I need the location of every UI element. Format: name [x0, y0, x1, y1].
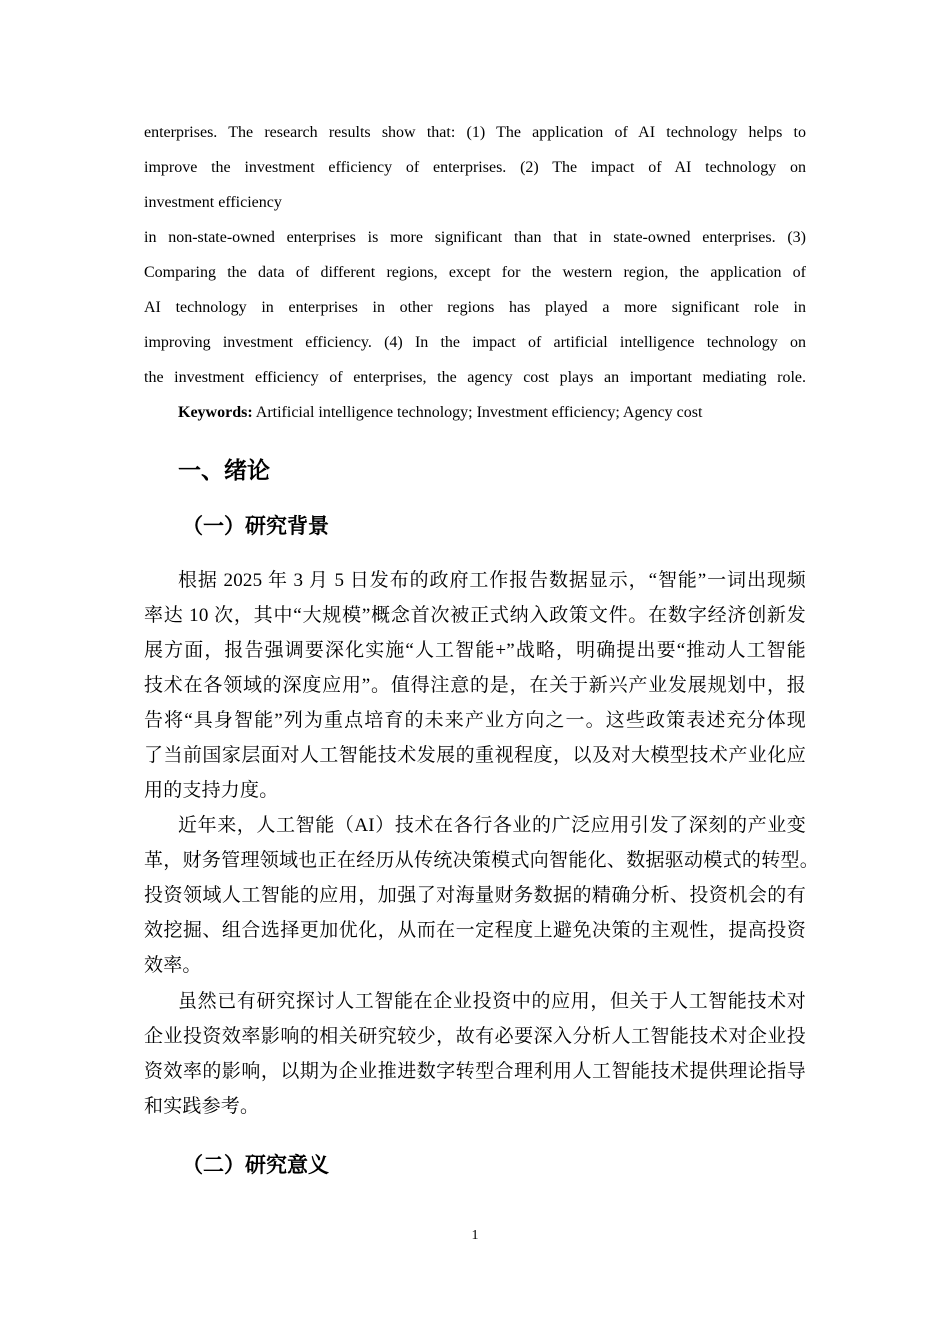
page-number: 1 [471, 1228, 479, 1243]
section-title-background: （一）研究背景 [182, 514, 329, 538]
paragraph-line: 用的支持力度。 [144, 780, 279, 801]
paragraph-line: 近年来，人工智能（AI）技术在各行各业的广泛应用引发了深刻的产业变 [178, 815, 806, 836]
chapter-title: 一、绪论 [178, 458, 270, 484]
abstract-line: in non-state-owned enterprises is more significant than that in state-owned enterprises. (3) [144, 229, 806, 246]
abstract-line: improve the investment efficiency of enterprises. (2) The impact of AI technology on [144, 159, 806, 176]
paragraph-line: 资效率的影响，以期为企业推进数字转型合理利用人工智能技术提供理论指导 [144, 1061, 806, 1082]
abstract-line: investment efficiency [144, 194, 282, 211]
paragraph-line: 和实践参考。 [144, 1096, 260, 1117]
paragraph-line: 技术在各领域的深度应用”。值得注意的是，在关于新兴产业发展规划中，报 [144, 675, 806, 696]
paragraph-line: 投资领域人工智能的应用，加强了对海量财务数据的精确分析、投资机会的有 [144, 885, 806, 906]
paragraph-line: 效率。 [144, 955, 202, 976]
paragraph-line: 革，财务管理领域也正在经历从传统决策模式向智能化、数据驱动模式的转型。 [144, 850, 819, 871]
paragraph-line: 率达 10 次，其中“大规模”概念首次被正式纳入政策文件。在数字经济创新发 [144, 605, 806, 626]
paragraph-line: 效挖掘、组合选择更加优化，从而在一定程度上避免决策的主观性，提高投资 [144, 920, 806, 941]
paragraph-line: 企业投资效率影响的相关研究较少，故有必要深入分析人工智能技术对企业投 [144, 1026, 806, 1047]
keywords [178, 403, 806, 423]
abstract-line: enterprises. The research results show that: (1) The application of AI technology helps to [144, 124, 806, 141]
abstract-line: AI technology in enterprises in other regions has played a more significant role in [144, 299, 806, 316]
paragraph-line: 根据 2025 年 3 月 5 日发布的政府工作报告数据显示，“智能”一词出现频 [178, 570, 806, 591]
section-title-significance: （二）研究意义 [182, 1153, 329, 1177]
keywords-text: Artificial intelligence technology; Investment efficiency; Agency cost [252, 404, 703, 421]
abstract-line: Comparing the data of different regions, except for the western region, the application of [144, 264, 806, 281]
abstract-line: the investment efficiency of enterprises, the agency cost plays an important mediating role. [144, 369, 806, 386]
keywords-label: Keywords: [178, 404, 253, 421]
paragraph-line: 展方面，报告强调要深化实施“人工智能+”战略，明确提出要“推动人工智能 [144, 640, 806, 661]
paragraph-line: 告将“具身智能”列为重点培育的未来产业方向之一。这些政策表述充分体现 [144, 710, 806, 731]
paragraph-line: 了当前国家层面对人工智能技术发展的重视程度，以及对大模型技术产业化应 [144, 745, 806, 766]
paragraph-line: 虽然已有研究探讨人工智能在企业投资中的应用，但关于人工智能技术对 [178, 991, 806, 1012]
abstract-line: improving investment efficiency. (4) In the impact of artificial intelligence technology on [144, 334, 806, 351]
